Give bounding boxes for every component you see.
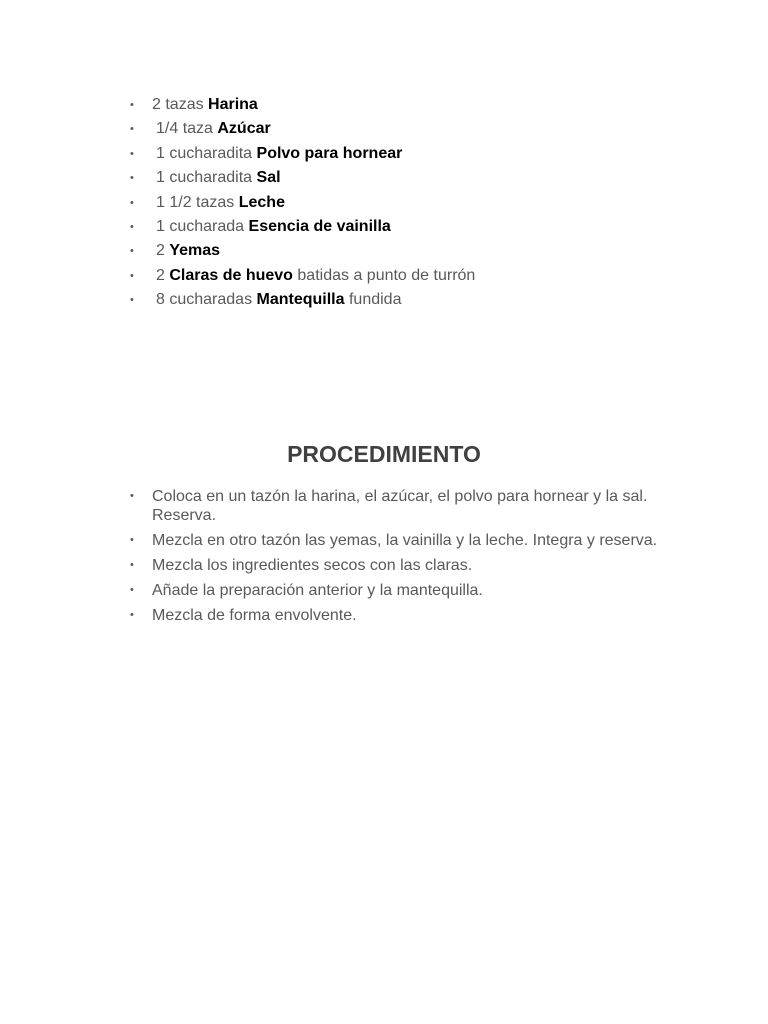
ingredient-item [130,96,690,120]
ingredient-quantity: 2 [156,266,170,284]
bullet-icon: • [130,123,134,136]
ingredient-quantity: 1 cucharada [156,217,249,235]
bullet-icon: • [130,609,134,621]
procedure-step-text: Mezcla los ingredientes secos con las claras. [152,557,473,574]
ingredient-item [130,169,690,193]
ingredient-name: Yemas [169,242,221,260]
ingredient-note: batidas a punto de turrón [297,266,476,284]
ingredient-name: Harina [208,96,258,113]
procedure-step-text: Mezcla en otro tazón las yemas, la vainilla y la leche. Integra y reserva. [152,532,658,549]
procedure-step [130,531,670,550]
procedure-heading: PROCEDIMIENTO [287,441,481,467]
bullet-icon: • [130,196,134,209]
bullet-icon: • [130,220,134,233]
procedure-step-text: Mezcla de forma envolvente. [152,607,357,624]
ingredient-quantity: 2 tazas [152,96,209,113]
ingredient-quantity: 1 1/2 tazas [156,193,239,211]
ingredient-note: fundida [348,291,402,309]
procedure-steps-list [130,487,670,631]
ingredient-quantity: 8 cucharadas [156,291,257,309]
ingredient-item [130,242,690,266]
procedure-step-text: Añade la preparación anterior y la mantequilla. [152,582,483,599]
ingredient-item [130,145,690,169]
bullet-icon: • [130,172,134,185]
ingredient-item [130,267,690,291]
ingredient-name: Leche [238,193,285,211]
ingredient-item [130,218,690,242]
bullet-icon: • [130,294,134,307]
ingredient-item [130,291,690,315]
ingredient-name: Azúcar [217,120,271,138]
ingredient-name: Esencia de vainilla [248,217,391,235]
ingredient-quantity: 2 [156,242,170,260]
procedure-step-text: Coloca en un tazón la harina, el azúcar, el polvo para hornear y la sal. Reserva. [152,488,648,524]
bullet-icon: • [130,534,134,546]
procedure-step [130,606,670,625]
ingredient-name: Claras de huevo [169,266,293,284]
bullet-icon: • [130,245,134,258]
ingredient-name: Mantequilla [256,291,345,309]
bullet-icon: • [130,269,134,282]
ingredient-quantity: 1/4 taza [156,120,218,138]
bullet-icon: • [130,559,134,571]
bullet-icon: • [130,147,134,160]
procedure-step [130,487,670,525]
ingredient-name: Sal [256,169,281,187]
bullet-icon: • [130,490,134,502]
ingredient-item [130,194,690,218]
bullet-icon: • [130,99,134,111]
ingredient-quantity: 1 cucharadita [156,169,257,187]
procedure-step [130,556,670,575]
ingredient-item [130,120,690,144]
procedure-step [130,581,670,600]
bullet-icon: • [130,584,134,596]
ingredient-name: Polvo para hornear [256,144,403,162]
ingredient-quantity: 1 cucharadita [156,144,257,162]
ingredients-list [130,96,690,316]
